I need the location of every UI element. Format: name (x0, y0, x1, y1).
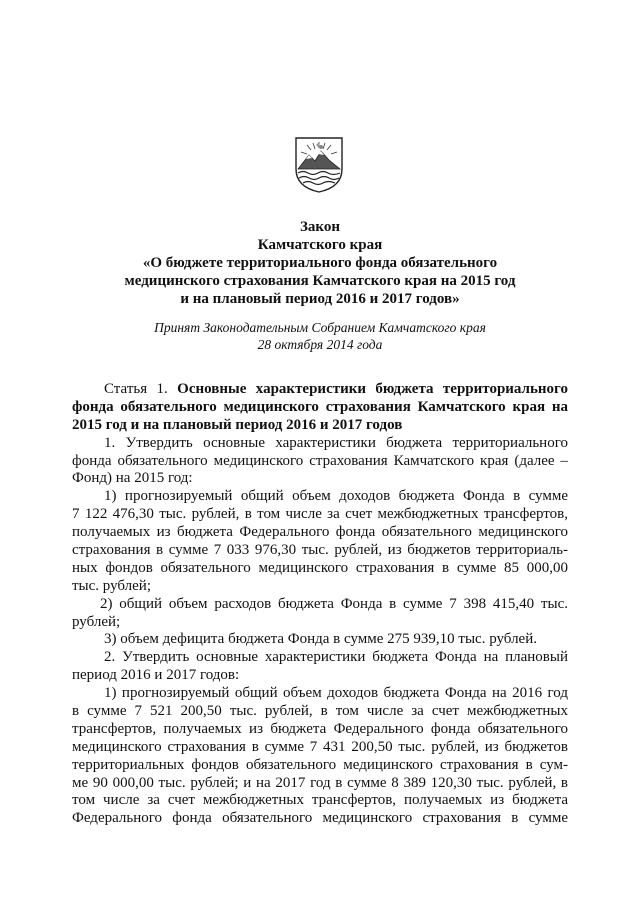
text-line: 2. Утвердить основные характеристики бюджета Фонда на плановый (104, 649, 568, 666)
kamchatka-coat-of-arms-icon (293, 135, 345, 193)
text-line: медицинского страхования в сумме 7 431 200,50 тыс. рублей, из бюджетов (72, 738, 568, 755)
text-line: 3) объем дефицита бюджета Фонда в сумме 275 939,10 тыс. рублей. (104, 631, 537, 648)
text-line: Фонд) на 2015 год: (72, 470, 193, 487)
text-line: рублей; (72, 613, 121, 630)
text-line: период 2016 и 2017 годов: (72, 667, 240, 684)
title-line-4: медицинского страхования Камчатского края на 2015 год (124, 273, 516, 289)
text-line: Федерального фонда обязательного медицинского страхования в сумме (72, 810, 568, 827)
text-line: том числе за счет межбюджетных трансфертов, получаемых из бюджета (72, 792, 568, 809)
text-line: 1) прогнозируемый общий объем доходов бюджета Фонда в сумме (104, 488, 568, 505)
text-line: территориальных фондов обязательного медицинского страхования в сум- (72, 756, 568, 773)
article-heading-line-2: фонда обязательного медицинского страхования Камчатского края на (72, 398, 568, 415)
text-line: 1. Утвердить основные характеристики бюджета территориального (104, 434, 568, 451)
title-line-1: Закон (299, 219, 340, 235)
adoption-note (80, 319, 560, 353)
article-number: Статья 1. (104, 381, 178, 397)
text-line: получаемых из бюджета Федерального фонда обязательного медицинского (72, 524, 568, 541)
title-line-3: «О бюджете территориального фонда обязательного (142, 255, 498, 271)
text-line: ных фондов обязательного медицинского страхования в сумме 85 000,00 (72, 559, 568, 576)
text-line: ме 90 000,00 тыс. рублей; и на 2017 год в сумме 8 389 120,30 тыс. рублей, в (72, 774, 568, 791)
text-line: 2) общий объем расходов бюджета Фонда в сумме 7 398 415,40 тыс. (100, 595, 568, 612)
title-line-2: Камчатского края (257, 237, 383, 253)
text-line: тыс. рублей; (72, 577, 151, 594)
adoption-line-2: 28 октября 2014 года (257, 337, 383, 352)
text-line: фонда обязательного медицинского страхования Камчатского края (далее – (72, 452, 568, 469)
article-heading-part-1: Основные характеристики бюджета территориального (177, 381, 568, 397)
article-heading-line-3: 2015 год и на плановый период 2016 и 2017 годов (72, 416, 403, 433)
law-body (72, 381, 568, 828)
text-line: страхования в сумме 7 033 976,30 тыс. рублей, из бюджетов территориаль- (72, 542, 568, 559)
article-heading-line-1 (72, 381, 568, 399)
adoption-line-1: Принят Законодательным Собранием Камчатского края (154, 320, 486, 335)
law-title (80, 218, 560, 308)
title-line-5: и на плановый период 2016 и 2017 годов» (180, 291, 460, 307)
text-line: 1) прогнозируемый общий объем доходов бюджета Фонда на 2016 год (104, 685, 568, 702)
text-line: 7 122 476,30 тыс. рублей, в том числе за счет межбюджетных трансфертов, (72, 506, 568, 523)
text-line: трансфертов, получаемых из бюджета Федерального фонда обязательного (72, 720, 568, 737)
text-line: в сумме 7 521 200,50 тыс. рублей, в том числе за счет межбюджетных (72, 703, 568, 720)
